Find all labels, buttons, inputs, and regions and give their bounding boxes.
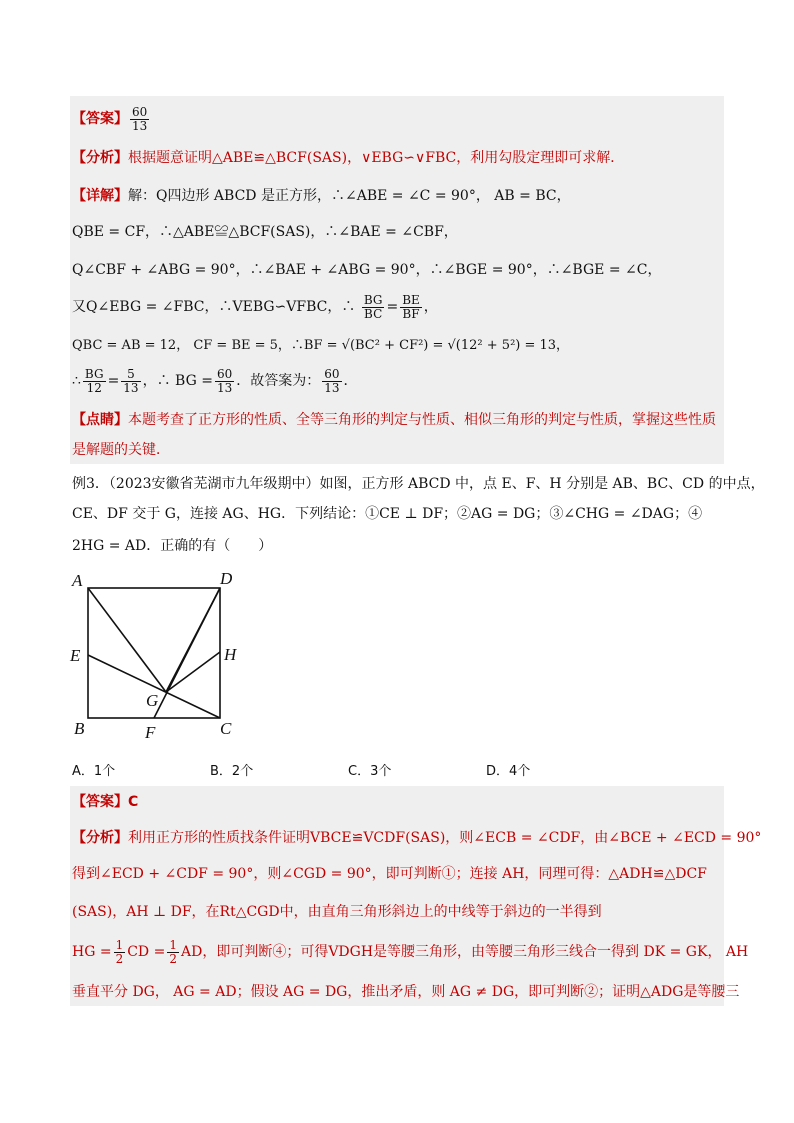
analysis-text: 根据题意证明△ABE≌△BCF(SAS)，∨EBG∽∨FBC，利用勾股定理即可求解． xyxy=(128,150,625,166)
example3-solution-block xyxy=(70,786,762,1006)
comment-label: 【点睛】 xyxy=(72,412,128,428)
fraction-60-13: $\frac{60}{13}$ xyxy=(216,366,233,395)
ex3-answer-value: C xyxy=(128,794,139,810)
ex3-analysis-text-3: (SAS)，AH ⊥ DF，在Rt△CGD中，由直角三角形斜边上的中线等于斜边的一半得到 xyxy=(72,904,602,920)
ex3-analysis-line-3 xyxy=(72,902,724,922)
ex3-analysis-line-1: 【分析】利用正方形的性质找条件证明VBCE≌VCDF(SAS)，则∠ECB = ∠CDF，由∠BCE + ∠ECD = 90° xyxy=(72,830,762,846)
label-h: H xyxy=(224,645,237,664)
question-line-3 xyxy=(72,536,724,556)
fraction-half-2: $\frac{1}{2}$ xyxy=(169,937,177,966)
fraction-5-13: $\frac{5}{13}$ xyxy=(123,366,139,395)
answer-label: 【答案】 xyxy=(72,111,128,127)
detail-label: 【详解】 xyxy=(72,188,128,204)
label-g: G xyxy=(146,691,159,710)
label-c: C xyxy=(220,719,232,738)
comment-text-1: 本题考查了正方形的性质、全等三角形的判定与性质、相似三角形的判定与性质，掌握这些性质 xyxy=(128,412,716,428)
answer-line xyxy=(72,104,724,134)
question-text-2: CE、DF 交于 G，连接 AG、HG．下列结论：①CE ⊥ DF；②AG = DG；③∠CHG = ∠DAG；④ xyxy=(72,506,703,522)
square-figure xyxy=(66,566,246,746)
analysis-label: 【分析】 xyxy=(72,150,128,166)
ex3-answer-line: 【答案】C xyxy=(72,794,139,810)
detail-line-2 xyxy=(72,222,724,242)
ex3-analysis-line-4: HG = $\frac{1}{2}$ CD = $\frac{1}{2}$ AD，即可判断④；可得VDGH是等腰三角形，由等腰三角形三线合一得到 DK = GK， AH xyxy=(72,937,749,966)
ex3-analysis-text-4: AD，即可判断④；可得VDGH是等腰三角形，由等腰三角形三线合一得到 DK = GK， AH xyxy=(180,944,749,960)
choice-c: C．3个 xyxy=(348,764,392,779)
comment-line-1 xyxy=(72,410,724,430)
label-a: A xyxy=(72,571,83,590)
fraction-be-bf: $\frac{BE}{BF}$ xyxy=(402,292,420,321)
detail-line-1 xyxy=(72,186,724,206)
segment-hg xyxy=(166,652,220,692)
analysis-line xyxy=(72,148,724,168)
segment-ag xyxy=(88,588,166,692)
label-e: E xyxy=(70,646,81,665)
choice-a: A．1个 xyxy=(72,764,116,779)
detail-line-4: 又Q∠EBG = ∠FBC，∴VEBG∽VFBC，∴ $\frac{BG}{BC}$ = $\frac{BE}{BF}$ ， xyxy=(72,292,438,321)
label-b: B xyxy=(74,719,85,738)
segment-df xyxy=(154,588,220,718)
label-f: F xyxy=(145,723,156,742)
detail-text-1: 解：Q四边形 ABCD 是正方形，∴∠ABE = ∠C = 90°， AB = BC， xyxy=(128,188,571,204)
label-d: D xyxy=(220,569,233,588)
detail-text-3: Q∠CBF + ∠ABG = 90°，∴∠BAE + ∠ABG = 90°，∴∠BGE = 90°，∴∠BGE = ∠C， xyxy=(72,262,662,278)
detail-text-2: QBE = CF，∴△ABE≌△BCF(SAS)，∴∠BAE = ∠CBF， xyxy=(72,224,458,240)
fraction-answer: $\frac{60}{13}$ xyxy=(324,366,340,395)
answer-fraction: $\frac{60}{13}$ xyxy=(132,104,148,133)
choice-b: B．2个 xyxy=(210,764,254,779)
question-text-1: 例3．（2023安徽省芜湖市九年级期中）如图，正方形 ABCD 中，点 E、F、H 分别是 AB、BC、CD 的中点， xyxy=(72,476,765,492)
fraction-half-1: $\frac{1}{2}$ xyxy=(115,937,124,966)
fraction-bg-12: $\frac{BG}{12}$ xyxy=(84,366,104,395)
detail-text-5: QBC = AB = 12， CF = BE = 5，∴BF = √(BC² + CF²) = √(12² + 5²) = 13， xyxy=(72,338,570,353)
detail-line-3 xyxy=(72,260,724,280)
comment-line-2 xyxy=(72,440,724,460)
fraction-bg-bc: $\frac{BG}{BC}$ xyxy=(363,292,383,321)
ex3-analysis-text-5: 垂直平分 DG， AG = AD；假设 AG = DG，推出矛盾，则 AG ≠ DG，即可判断②；证明△ADG是等腰三 xyxy=(72,984,740,1000)
question-line-2 xyxy=(72,504,724,524)
detail-line-5 xyxy=(72,336,724,356)
detail-text-4: 又Q∠EBG = ∠FBC，∴VEBG∽VFBC，∴ xyxy=(72,299,356,315)
ex3-analysis-line-2 xyxy=(72,864,724,884)
question-line-1 xyxy=(72,474,765,494)
comment-text-2: 是解题的关键． xyxy=(72,442,170,458)
question-text-3: 2HG = AD．正确的有（ ） xyxy=(72,538,273,554)
ex3-analysis-line-5 xyxy=(72,982,740,1002)
choice-d: D．4个 xyxy=(486,764,531,779)
detail-line-6: ∴ $\frac{BG}{12}$ = $\frac{5}{13}$ ，∴ BG = $\frac{60}{13}$ ．故答案为： $\frac{60}{13}$ ． xyxy=(72,366,358,395)
ex3-analysis-text-1: 利用正方形的性质找条件证明VBCE≌VCDF(SAS)，则∠ECB = ∠CDF，由∠BCE + ∠ECD = 90° xyxy=(128,830,762,846)
ex3-analysis-text-2: 得到∠ECD + ∠CDF = 90°，则∠CGD = 90°，即可判断①；连接 AH，同理可得：△ADH≌△DCF xyxy=(72,866,707,882)
